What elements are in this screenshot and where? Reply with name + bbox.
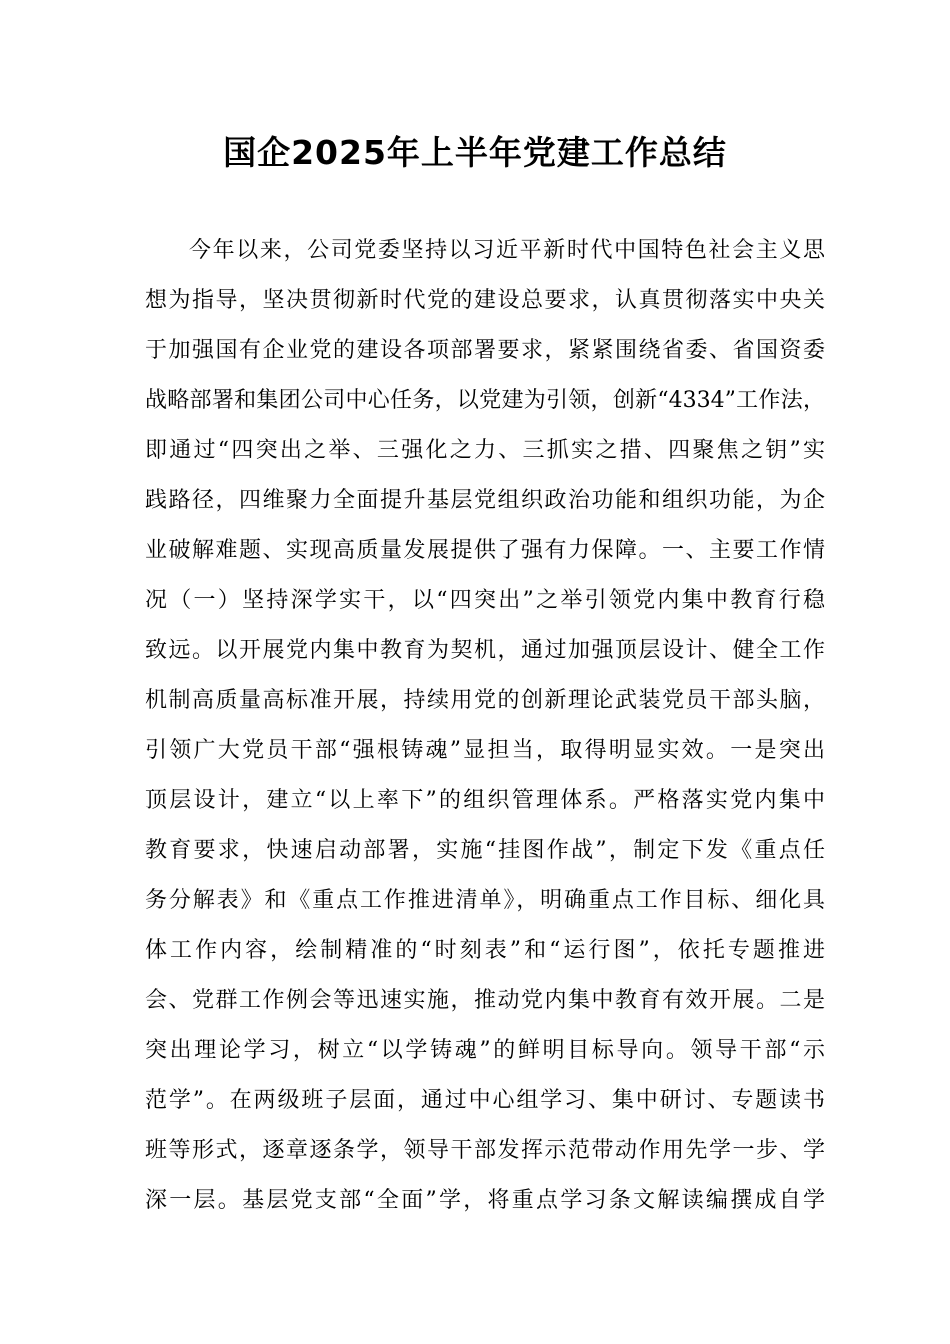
body-paragraph xyxy=(145,226,825,1226)
text-line: 战略部署和集团公司中心任务，以党建为引领，创新“4334”工作法， xyxy=(145,388,825,413)
text-line: 体工作内容，绘制精准的“时刻表”和“运行图”，依托专题推进 xyxy=(145,938,825,963)
document-title: 国企2025年上半年党建工作总结 xyxy=(223,133,727,172)
text-line: 况（一）坚持深学实干，以“四突出”之举引领党内集中教育行稳 xyxy=(145,588,825,613)
text-line: 班等形式，逐章逐条学，领导干部发挥示范带动作用先学一步、学 xyxy=(145,1138,825,1163)
text-line: 突出理论学习，树立“以学铸魂”的鲜明目标导向。领导干部“示 xyxy=(145,1038,825,1063)
text-line: 想为指导，坚决贯彻新时代党的建设总要求，认真贯彻落实中央关 xyxy=(145,288,825,313)
text-line: 致远。以开展党内集中教育为契机，通过加强顶层设计、健全工作 xyxy=(145,638,825,663)
text-line: 即通过“四突出之举、三强化之力、三抓实之措、四聚焦之钥”实 xyxy=(145,438,825,463)
text-line: 业破解难题、实现高质量发展提供了强有力保障。一、主要工作情 xyxy=(145,538,825,563)
text-line: 顶层设计，建立“以上率下”的组织管理体系。严格落实党内集中 xyxy=(145,788,825,813)
text-line: 会、党群工作例会等迅速实施，推动党内集中教育有效开展。二是 xyxy=(145,988,825,1013)
text-line: 践路径，四维聚力全面提升基层党组织政治功能和组织功能，为企 xyxy=(145,488,825,513)
text-line: 今年以来，公司党委坚持以习近平新时代中国特色社会主义思 xyxy=(189,238,825,263)
text-line: 于加强国有企业党的建设各项部署要求，紧紧围绕省委、省国资委 xyxy=(145,338,825,363)
text-line: 引领广大党员干部“强根铸魂”显担当，取得明显实效。一是突出 xyxy=(145,738,825,763)
text-line: 教育要求，快速启动部署，实施“挂图作战”，制定下发《重点任 xyxy=(145,838,825,863)
text-line: 深一层。基层党支部“全面”学，将重点学习条文解读编撰成自学 xyxy=(145,1188,825,1213)
text-line: 机制高质量高标准开展，持续用党的创新理论武装党员干部头脑， xyxy=(145,688,825,713)
text-line: 务分解表》和《重点工作推进清单》，明确重点工作目标、细化具 xyxy=(145,888,825,913)
text-line: 范学”。在两级班子层面，通过中心组学习、集中研讨、专题读书 xyxy=(145,1088,825,1113)
